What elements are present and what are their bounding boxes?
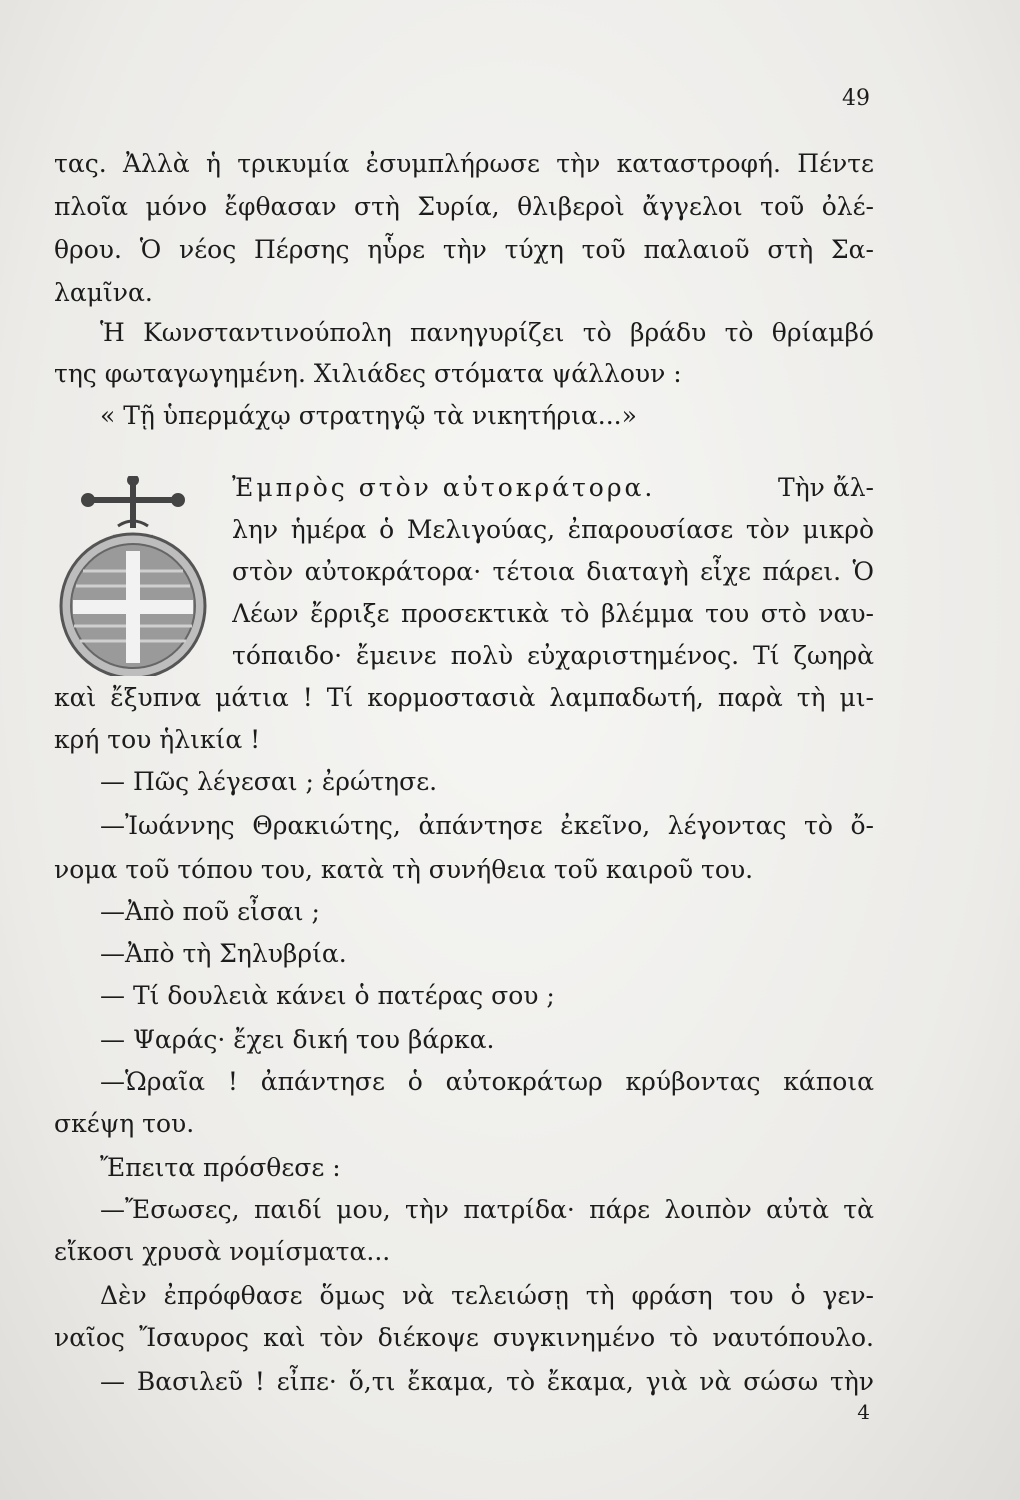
text-line: τόπαιδο· ἔμεινε πολὺ εὐχαριστημένος. Τί ζωηρὰ xyxy=(232,641,874,670)
text-line: τας. Ἀλλὰ ἡ τρικυμία ἐσυμπλήρωσε τὴν καταστροφή. Πέντε xyxy=(54,149,874,178)
text-line: λαμῖνα. xyxy=(54,278,153,307)
text-fragment: Τὴν ἄλ- xyxy=(778,473,874,502)
text-line: Δὲν ἐπρόφθασε ὅμως νὰ τελειώσῃ τὴ φράση του ὁ γεν- xyxy=(100,1281,874,1310)
text-line: σκέψη του. xyxy=(54,1109,195,1138)
text-line: λην ἡμέρα ὁ Μελιγούας, ἐπαρουσίασε τὸν μικρὸ xyxy=(232,515,874,544)
hymn-quote: « Τῇ ὑπερμάχῳ στρατηγῷ τὰ νικητήρια...» xyxy=(100,401,637,430)
text-line: εἴκοσι χρυσὰ νομίσματα... xyxy=(54,1237,391,1266)
dialogue-line: —Ἀπὸ ποῦ εἶσαι ; xyxy=(100,897,320,926)
dialogue-line: — Τί δουλειὰ κάνει ὁ πατέρας σου ; xyxy=(100,981,555,1010)
text-line: κρή του ἡλικία ! xyxy=(54,725,261,754)
text-line: Λέων ἔρριξε προσεκτικὰ τὸ βλέμμα του στὸ ναυ- xyxy=(232,599,874,628)
text-line: νομα τοῦ τόπου του, κατὰ τὴ συνήθεια τοῦ καιροῦ του. xyxy=(54,855,754,884)
section-heading-line xyxy=(232,468,874,508)
text-line: πλοῖα μόνο ἔφθασαν στὴ Συρία, θλιβεροὶ ἄγγελοι τοῦ ὀλέ- xyxy=(54,192,874,221)
text-line: της φωταγωγημένη. Χιλιάδες στόματα ψάλλουν : xyxy=(54,359,682,388)
text-line: Ἔπειτα πρόσθεσε : xyxy=(100,1153,341,1182)
dialogue-line: — Ψαράς· ἔχει δική του βάρκα. xyxy=(100,1025,495,1054)
text-line: στὸν αὐτοκράτορα· τέτοια διαταγὴ εἶχε πάρει. Ὁ xyxy=(232,557,874,586)
dialogue-line: — Πῶς λέγεσαι ; ἐρώτησε. xyxy=(100,767,438,796)
cross-orb-emblem-icon xyxy=(48,476,218,676)
dialogue-line: —Ὡραῖα ! ἀπάντησε ὁ αὐτοκράτωρ κρύβοντας κάποια xyxy=(100,1067,874,1096)
page-number: 49 xyxy=(842,86,870,111)
text-line: ναῖος Ἴσαυρος καὶ τὸν διέκοψε συγκινημένο τὸ ναυτόπουλο. xyxy=(54,1323,874,1352)
dialogue-line: — Βασιλεῦ ! εἶπε· ὅ,τι ἔκαμα, τὸ ἔκαμα, γιὰ νὰ σώσω τὴν xyxy=(100,1367,874,1396)
dialogue-line: —Ἔσωσες, παιδί μου, τὴν πατρίδα· πάρε λοιπὸν αὐτὰ τὰ xyxy=(100,1195,874,1224)
section-heading: Ἐμπρὸς στὸν αὐτοκράτορα. xyxy=(232,473,656,502)
printer-signature-mark: 4 xyxy=(857,1400,870,1424)
text-line: Ἡ Κωνσταντινούπολη πανηγυρίζει τὸ βράδυ τὸ θρίαμβό xyxy=(100,318,874,347)
text-line: καὶ ἔξυπνα μάτια ! Τί κορμοστασιὰ λαμπαδωτή, παρὰ τὴ μι- xyxy=(54,683,874,712)
text-line: θρου. Ὁ νέος Πέρσης ηὗρε τὴν τύχη τοῦ παλαιοῦ στὴ Σα- xyxy=(54,235,874,264)
dialogue-line: —Ἰωάννης Θρακιώτης, ἀπάντησε ἐκεῖνο, λέγοντας τὸ ὄ- xyxy=(100,811,874,840)
dialogue-line: —Ἀπὸ τὴ Σηλυβρία. xyxy=(100,939,347,968)
